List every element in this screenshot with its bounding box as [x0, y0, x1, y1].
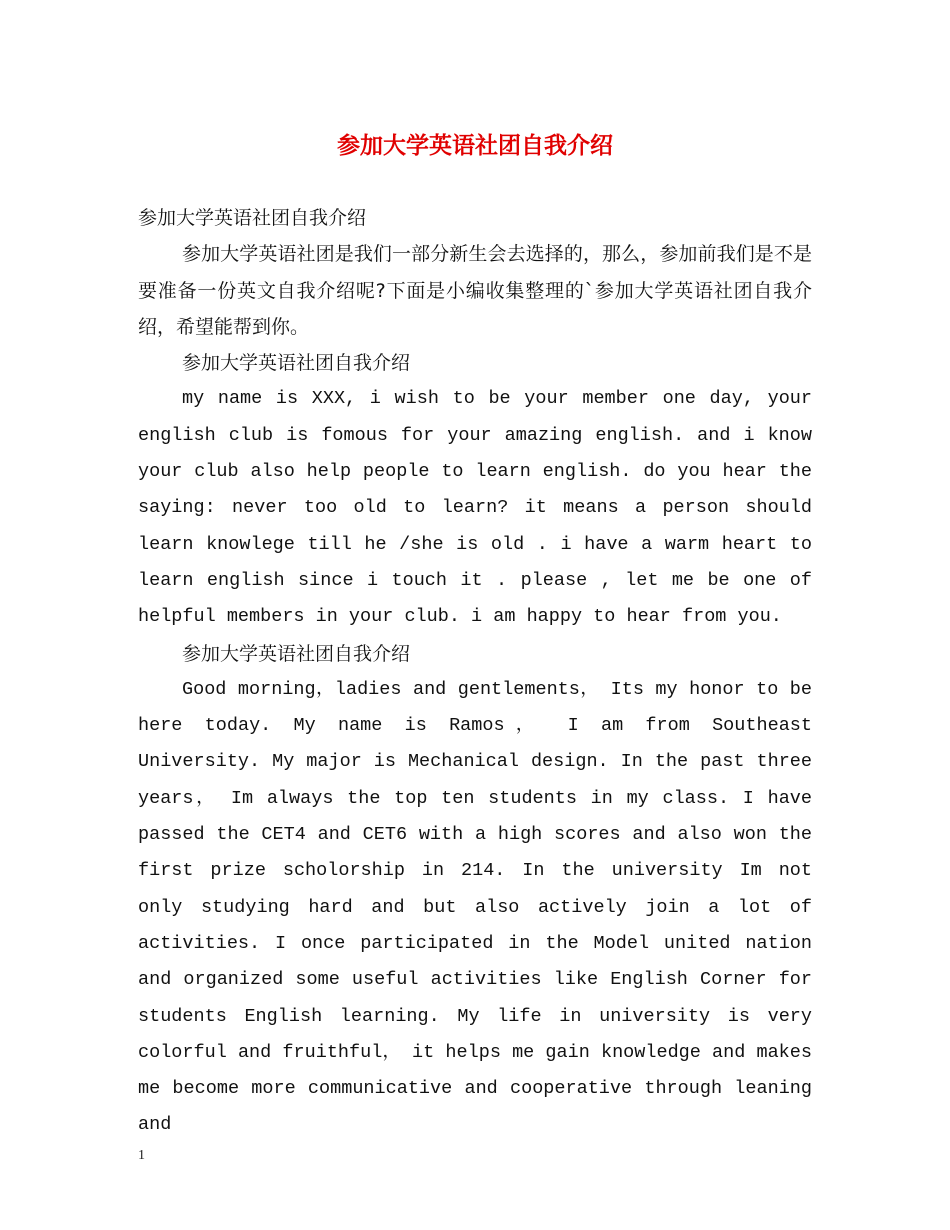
document-body [138, 200, 812, 1144]
section1-heading: 参加大学英语社团自我介绍 [182, 352, 411, 375]
subtitle: 参加大学英语社团自我介绍 [138, 207, 367, 229]
document-title: 参加大学英语社团自我介绍 [337, 133, 613, 159]
section2-heading: 参加大学英语社团自我介绍 [182, 642, 411, 665]
section2-paragraph: Good morning，ladies and gentlements， Its my honor to be here today. My name is Ramos， I am from Southeast University. My major is Mechanical design. In the past three years， Im always the top ten students in my class. I have passed the CET4 and CET6 with a high scores and also won the first prize scholorship in 214. In the university Im not only studying hard and but also actively join a lot of activities. I once participated in the Model united nation and organized some useful activities like English Corner for students English learning. My life in university is very colorful and fruithful， it helps me gain knowledge and makes me become more communicative and cooperative through leaning and [138, 678, 812, 1136]
section1-paragraph: my name is XXX, i wish to be your member one day, your english club is fomous for your amazing english. and i know your club also help people to learn english. do you hear the saying: never too old to learn? it means a person should learn knowlege till he /she is old . i have a warm heart to learn english since i touch it . please , let me be one of helpful members in your club. i am happy to hear from you. [138, 388, 812, 628]
intro-paragraph: 参加大学英语社团是我们一部分新生会去选择的，那么，参加前我们是不是要准备一份英文自我介绍呢?下面是小编收集整理的`参加大学英语社团自我介绍，希望能帮到你。 [138, 243, 812, 338]
page-number: 1 [138, 1148, 145, 1163]
